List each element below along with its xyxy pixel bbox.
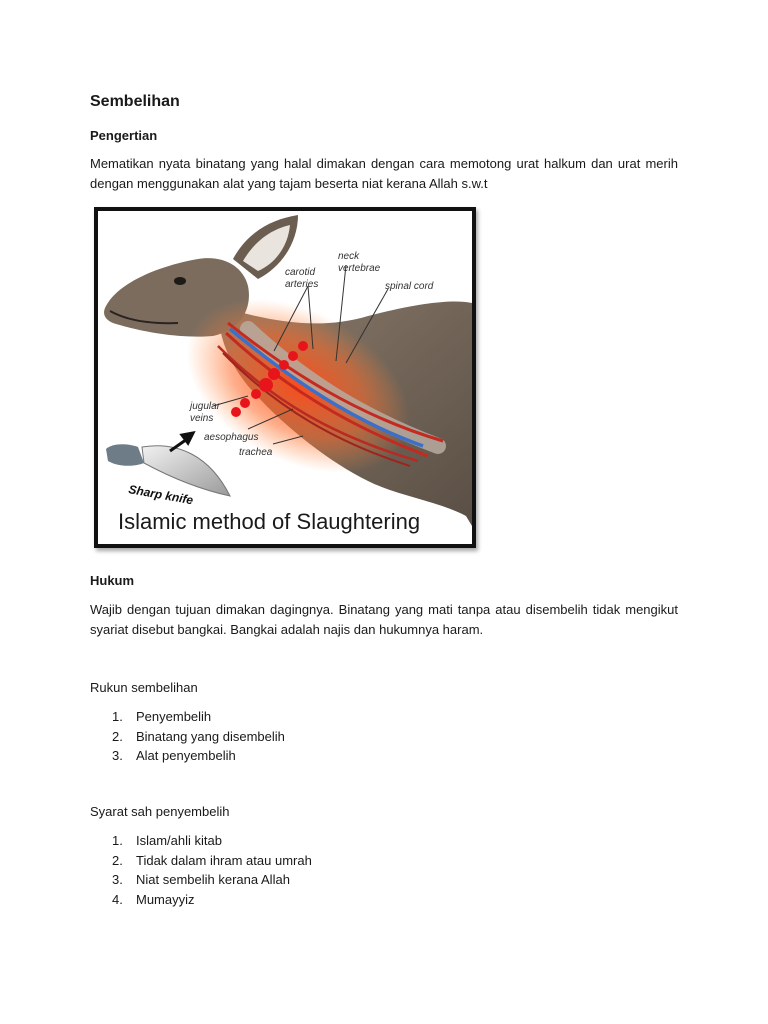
syarat-list [112, 831, 312, 909]
figure-caption: Islamic method of Slaughtering [118, 509, 421, 534]
list-item: 1. Penyembelih [112, 709, 212, 724]
list-item: 3. Alat penyembelih [112, 748, 236, 763]
list-item: 4. Mumayyiz [112, 891, 195, 907]
page-title: Sembelihan [90, 93, 180, 110]
slaughter-illustration [98, 211, 472, 544]
label-neck: neck [338, 251, 360, 262]
list-item: 2. Tidak dalam ihram atau umrah [112, 852, 312, 868]
list-item: 1. Islam/ahli kitab [112, 833, 222, 848]
label-trachea: trachea [239, 447, 273, 458]
label-jugular: jugular [190, 401, 221, 412]
rukun-heading: Rukun sembelihan [90, 680, 198, 695]
rukun-list [112, 707, 285, 766]
pengertian-heading: Pengertian [90, 128, 158, 143]
document-page [90, 0, 678, 1024]
label-sharp-knife: Sharp knife [127, 482, 195, 508]
syarat-heading: Syarat sah penyembelih [90, 804, 230, 819]
hukum-text: Wajib dengan tujuan dimakan dagingnya. Binatang yang mati tanpa atau disembelih tidak mengikut syariat disebut bangkai. Bangkai adalah najis dan hukumnya haram. [90, 602, 678, 637]
label-carotid: carotid [285, 267, 316, 278]
label-vertebrae: vertebrae [338, 263, 381, 274]
label-aesophagus: aesophagus [204, 432, 259, 443]
list-item: 3. Niat sembelih kerana Allah [112, 872, 290, 887]
arrow-icon [170, 433, 193, 451]
slaughter-diagram [94, 207, 476, 548]
list-item: 2. Binatang yang disembelih [112, 728, 285, 744]
pengertian-text: Mematikan nyata binatang yang halal dimakan dengan cara memotong urat halkum dan urat merih dengan menggunakan alat yang tajam beserta niat kerana Allah s.w.t [90, 156, 678, 191]
label-arteries: arteries [285, 279, 319, 290]
label-spinal-cord: spinal cord [385, 281, 434, 292]
hukum-heading: Hukum [90, 573, 135, 588]
label-veins: veins [190, 413, 214, 424]
animal-eye [174, 277, 186, 285]
